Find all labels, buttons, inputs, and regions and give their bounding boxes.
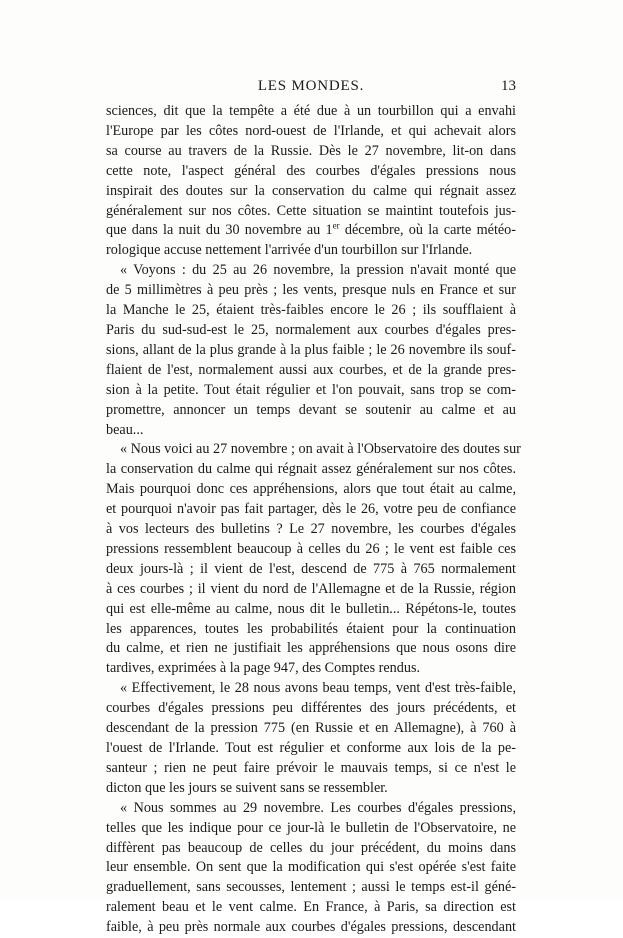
text-line: faible, à peu près normale aux courbes d'égales pressions, descendant bbox=[106, 919, 516, 936]
text-line: « Effectivement, le 28 nous avons beau temps, vent d'est très-faible, bbox=[120, 680, 516, 697]
text-line: « Nous voici au 27 novembre ; on avait à l'Observatoire des doutes sur bbox=[120, 441, 521, 458]
body-text bbox=[106, 102, 521, 938]
text-line: l'ouest de l'Irlande. Tout est régulier et conforme aux lois de la pe- bbox=[106, 740, 516, 756]
text-line: telles que les indique pour ce jour-là le bulletin de l'Observatoire, ne bbox=[106, 819, 516, 836]
text-line: inspirait des doutes sur la conservation du calme qui régnait assez bbox=[106, 182, 516, 199]
text-line: tardives, exprimées à la page 947, des Comptes rendus. bbox=[106, 660, 421, 677]
text-line: sions, allant de la plus grande à la plus faible ; le 26 novembre ils souf- bbox=[106, 341, 516, 358]
text-line: Mais pourquoi donc ces appréhensions, alors que tout était au calme, bbox=[106, 481, 516, 498]
text-line: sion à la petite. Tout était régulier et l'on pouvait, sans trop se com- bbox=[106, 381, 516, 398]
text-line: pressions ressemblent beaucoup à celles du 26 ; le vent est faible ces bbox=[106, 540, 516, 557]
text-line: graduellement, sans secousses, lentement ; aussi le temps est-il géné- bbox=[106, 879, 516, 896]
text-line: leur ensemble. On sent que la modification qui s'est opérée s'est faite bbox=[106, 859, 516, 876]
text-line: de 5 millimètres à peu près ; les vents, presque nuls en France et sur bbox=[106, 282, 516, 299]
text-line: dicton que les jours se suivent sans se ressembler. bbox=[106, 779, 388, 796]
text-line: et pourquoi n'avoir pas fait partager, dès le 26, votre peu de confiance bbox=[106, 501, 516, 518]
text-line: santeur ; rien ne peut faire prévoir le mauvais temps, si ce n'est le bbox=[106, 759, 516, 776]
text-line: les apparences, toutes les probabilités étaient pour la continuation bbox=[106, 620, 516, 637]
text-line: beau... bbox=[106, 421, 144, 438]
text-line: ralement beau et le vent calme. En France, à Paris, sa direction est bbox=[106, 899, 516, 916]
text-line: qui est elle-même au calme, nous dit le bulletin... Répétons-le, toutes bbox=[106, 600, 516, 617]
text-line: courbes d'égales pressions peu différentes des jours précédents, et bbox=[106, 700, 516, 717]
text-line: Paris du sud-sud-est le 25, normalement aux courbes d'égales pres- bbox=[106, 321, 516, 338]
page-number: 13 bbox=[501, 78, 516, 94]
text-line: descendant de la pression 775 (en Russie et en Allemagne), à 760 à bbox=[106, 720, 516, 737]
text-line: l'Europe par les côtes nord-ouest de l'Irlande, et qui achevait alors bbox=[106, 122, 516, 139]
text-line: deux jours-là ; il vient de l'est, descend de 775 à 765 normalement bbox=[106, 560, 516, 577]
text-line: sa course au travers de la Russie. Dès le 27 novembre, lit-on dans bbox=[106, 142, 516, 159]
text-line: rologique accuse nettement l'arrivée d'un tourbillon sur l'Irlande. bbox=[106, 242, 473, 259]
text-line: à ces courbes ; il vient du nord de l'Allemagne et de la Russie, région bbox=[106, 580, 516, 597]
text-line: du calme, et rien ne justifiait les appréhensions que nous osons dire bbox=[106, 640, 516, 657]
running-head: LES MONDES. bbox=[257, 78, 365, 94]
text-line: « Nous sommes au 29 novembre. Les courbes d'égales pressions, bbox=[120, 799, 516, 816]
text-line: promettre, annoncer un temps devant se soutenir au calme et au bbox=[106, 401, 516, 418]
page-header bbox=[106, 78, 516, 98]
text-line: à vos lecteurs des bulletins ? Le 27 novembre, les courbes d'égales bbox=[106, 521, 516, 538]
text-line: la conservation du calme qui régnait assez généralement sur nos côtes. bbox=[106, 461, 516, 478]
text-line: diffèrent pas beaucoup de celles du jour précédent, du moins dans bbox=[106, 839, 516, 856]
text-line: généralement sur nos côtes. Cette situation se maintint toutefois jus- bbox=[106, 202, 516, 219]
text-line: cette note, l'aspect général des courbes d'égales pressions nous bbox=[106, 162, 516, 179]
text-line: sciences, dit que la tempête a été due à un tourbillon qui a envahi bbox=[106, 103, 516, 119]
text-line: que dans la nuit du 30 novembre au 1er décembre, où la carte météo- bbox=[106, 220, 516, 239]
text-line: flaient de l'est, normalement aussi aux courbes, et de la grande pres- bbox=[106, 361, 516, 378]
text-line: « Voyons : du 25 au 26 novembre, la pression n'avait monté que bbox=[120, 262, 516, 279]
text-line: la Manche le 25, étaient très-faibles encore le 26 ; ils soufflaient à bbox=[106, 302, 516, 319]
